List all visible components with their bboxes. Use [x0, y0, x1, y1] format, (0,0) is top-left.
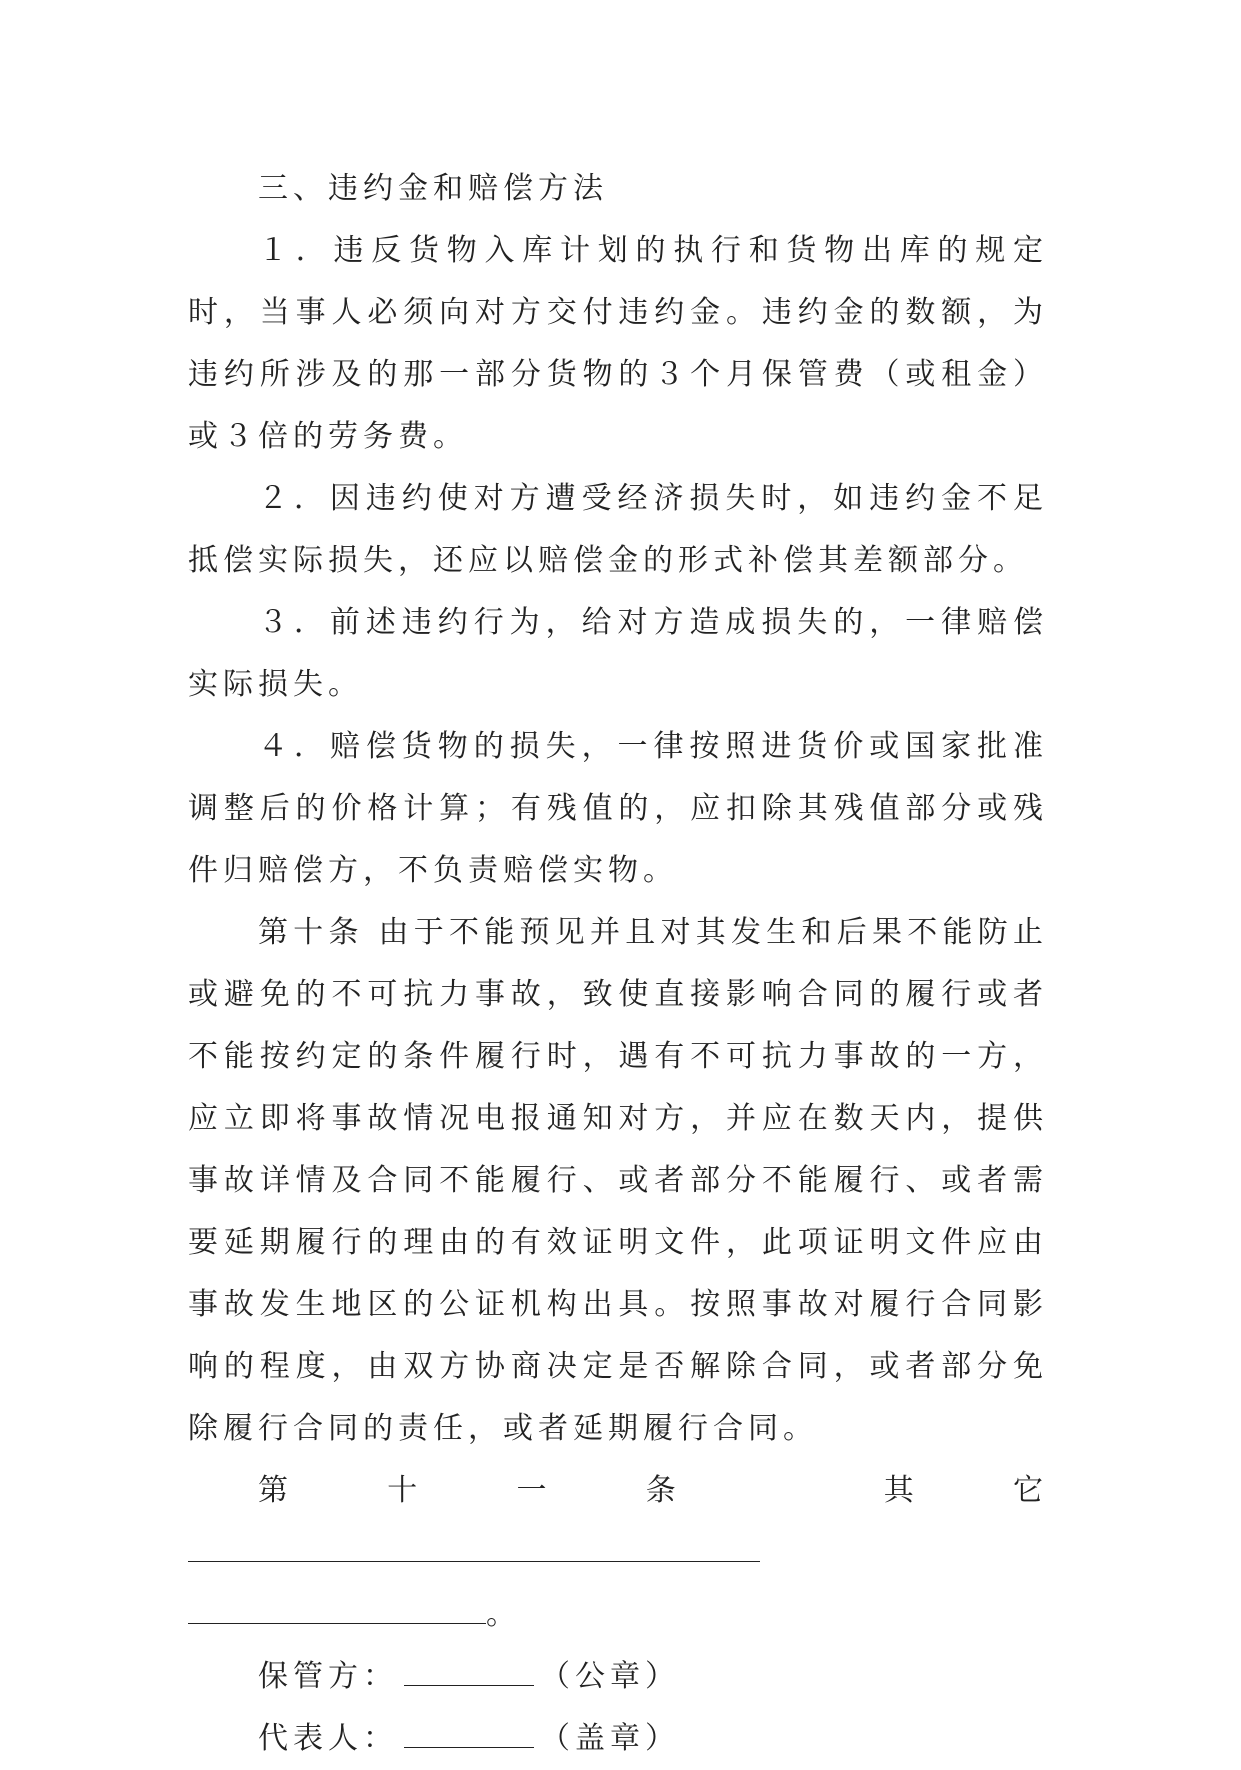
article-11-blank-field[interactable]: [188, 1533, 760, 1562]
article-11-end-mark: 。: [486, 1597, 521, 1632]
representative-label: 代表人：: [258, 1721, 398, 1756]
clause-item-3: ３．前述违约行为，给对方造成损失的，一律赔偿实际损失。: [188, 605, 1048, 702]
clause-item-4: ４．赔偿货物的损失，一律按照进货价或国家批准调整后的价格计算；有残值的，应扣除其残值部分或残件归赔偿方，不负责赔偿实物。: [188, 729, 1048, 888]
custodian-blank-field[interactable]: [404, 1657, 534, 1686]
article-10: 第十条 由于不能预见并且对其发生和后果不能防止或避免的不可抗力事故，致使直接影响合同的履行或者不能按约定的条件履行时，遇有不可抗力事故的一方，应立即将事故情况电报通知对方，并应在数天内，提供事故详情及合同不能履行、或者部分不能履行、或者需要延期履行的理由的有效证明文件，此项证明文件应由事故发生地区的公证机构出具。按照事故对履行合同影响的程度，由双方协商决定是否解除合同，或者部分免除履行合同的责任，或者延期履行合同。: [188, 915, 1048, 1446]
article-11-blank-field-continued[interactable]: [188, 1595, 486, 1624]
custodian-seal-label: （公章）: [540, 1659, 680, 1694]
article-11-label: 第十一条 其它: [258, 1473, 1048, 1508]
custodian-label: 保管方：: [258, 1659, 398, 1694]
representative-signature-line: [188, 1708, 1048, 1770]
custodian-signature-line: [188, 1646, 1048, 1708]
article-11: [188, 1460, 1048, 1584]
representative-blank-field[interactable]: [404, 1719, 534, 1748]
clause-item-2: ２．因违约使对方遭受经济损失时，如违约金不足抵偿实际损失，还应以赔偿金的形式补偿其差额部分。: [188, 481, 1048, 578]
section-heading: 三、违约金和赔偿方法: [258, 171, 608, 206]
representative-seal-label: （盖章）: [540, 1721, 680, 1756]
clause-item-1: １．违反货物入库计划的执行和货物出库的规定时，当事人必须向对方交付违约金。违约金的数额，为违约所涉及的那一部分货物的３个月保管费（或租金）或３倍的劳务费。: [188, 233, 1048, 454]
document-body: [188, 158, 1048, 1770]
article-11-continuation: [188, 1584, 1048, 1646]
